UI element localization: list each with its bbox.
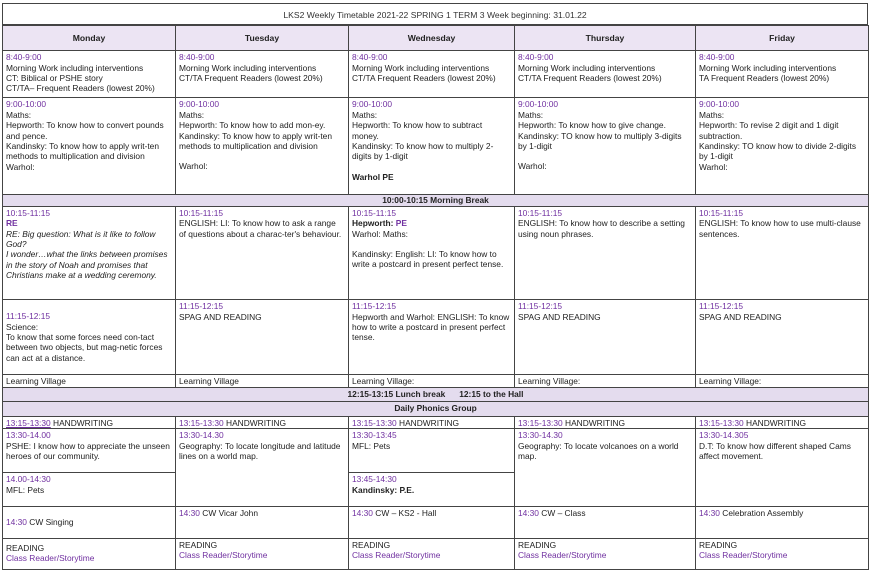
time-label: 8:40-9:00 bbox=[352, 52, 388, 63]
cell-fri-morning bbox=[696, 51, 869, 98]
cell-tue-maths bbox=[176, 98, 349, 194]
time-label: 13:30-14.30 bbox=[179, 430, 224, 441]
cell-text: Warhol: bbox=[6, 161, 35, 172]
cell-mon-mfl bbox=[3, 473, 176, 506]
cell-text: Morning Work including interventions bbox=[6, 62, 144, 73]
cell-subtext: Class Reader/Storytime bbox=[518, 550, 607, 561]
time-label: 13:30-13:45 bbox=[352, 430, 397, 441]
cell-mon-reading bbox=[3, 538, 176, 569]
cell-thu-cw bbox=[515, 506, 696, 538]
lunch-band: 12:15-13:15 Lunch break 12:15 to the Hall bbox=[3, 387, 869, 401]
day-header-wednesday: Wednesday bbox=[349, 26, 515, 51]
time-label: 9:00-10:00 bbox=[352, 99, 393, 110]
cell-text: CT: Biblical or PSHE story bbox=[6, 72, 103, 83]
time-label: 14:30 bbox=[179, 507, 200, 518]
cell-fri-1115 bbox=[696, 300, 869, 374]
time-label: 11:15-12:15 bbox=[518, 301, 563, 312]
cell-mon-cw bbox=[3, 506, 176, 538]
cell-text: READING bbox=[179, 539, 218, 550]
cell-wed-morning bbox=[349, 51, 515, 98]
time-label: 13:45-14:30 bbox=[352, 474, 397, 485]
cell-text: Hepworth: To know how to convert pounds and pence. bbox=[6, 120, 164, 141]
cell-mon-lv: Learning Village bbox=[3, 374, 176, 387]
cell-mon-morning bbox=[3, 51, 176, 98]
cell-text: Warhol: bbox=[179, 161, 208, 172]
cell-text: Warhol: bbox=[518, 161, 547, 172]
cell-text: CW – KS2 - Hall bbox=[375, 507, 437, 518]
cell-text: HANDWRITING bbox=[746, 417, 807, 428]
day-header-tuesday: Tuesday bbox=[176, 26, 349, 51]
time-label: 13:15-13:30 bbox=[699, 417, 744, 428]
timetable bbox=[2, 3, 868, 570]
cell-thu-reading bbox=[515, 538, 696, 569]
cell-wed-1015 bbox=[349, 206, 515, 299]
cell-text: SPAG AND READING bbox=[699, 311, 782, 322]
cell-fri-reading bbox=[696, 538, 869, 569]
time-label: 14:30 bbox=[699, 507, 720, 518]
cell-text: MFL: Pets bbox=[6, 484, 45, 495]
cell-text: Morning Work including interventions bbox=[699, 62, 837, 73]
cell-text: Science: bbox=[6, 321, 39, 332]
row-morning-work bbox=[3, 51, 869, 98]
cell-text: CW – Class bbox=[541, 507, 586, 518]
cell-text: Geography: To locate longitude and latitude lines on a world map. bbox=[179, 440, 341, 462]
row-collective-worship bbox=[3, 506, 869, 538]
cell-text: CT/TA Frequent Readers (lowest 20%) bbox=[179, 72, 323, 83]
day-header-friday: Friday bbox=[696, 26, 869, 51]
cell-text: HANDWRITING bbox=[53, 417, 114, 428]
row-1115 bbox=[3, 300, 869, 374]
time-label: 9:00-10:00 bbox=[179, 99, 220, 110]
cell-fri-1015 bbox=[696, 206, 869, 299]
cell-text: CW Vicar John bbox=[202, 507, 258, 518]
time-label: 10:15-11:15 bbox=[352, 207, 397, 218]
cell-text: Maths: bbox=[699, 109, 725, 120]
row-maths bbox=[3, 98, 869, 194]
time-label: 10:15-11:15 bbox=[699, 207, 744, 218]
cell-thu-1015 bbox=[515, 206, 696, 299]
cell-mon-handwriting bbox=[3, 416, 176, 428]
timetable-grid bbox=[2, 25, 869, 570]
row-morning-break bbox=[3, 194, 869, 206]
cell-text: SPAG AND READING bbox=[179, 311, 262, 322]
cell-wed-maths bbox=[349, 98, 515, 194]
cell-fri-dt bbox=[696, 429, 869, 506]
cell-text: Kandinsky: To know how to multiply 2-digits by 1-digit bbox=[352, 140, 494, 162]
page-title: LKS2 Weekly Timetable 2021-22 SPRING 1 TERM 3 Week beginning: 31.01.22 bbox=[2, 3, 868, 25]
cell-thu-geography bbox=[515, 429, 696, 506]
cell-text: Maths: bbox=[518, 109, 544, 120]
cell-wed-mfl bbox=[349, 429, 515, 473]
cell-text: HANDWRITING bbox=[565, 417, 626, 428]
cell-text: ENGLISH: To know how to describe a setting using noun phrases. bbox=[518, 218, 685, 239]
time-label: 14:30 bbox=[6, 517, 27, 528]
time-label: 14.00-14:30 bbox=[6, 474, 51, 485]
time-label: 8:40-9:00 bbox=[699, 52, 735, 63]
cell-tue-handwriting bbox=[176, 416, 349, 428]
cell-text: HANDWRITING bbox=[226, 417, 287, 428]
cell-tue-cw bbox=[176, 506, 349, 538]
time-label: 13:15-13:30 bbox=[179, 417, 224, 428]
row-reading bbox=[3, 538, 869, 569]
cell-text: CW Singing bbox=[29, 517, 74, 528]
row-handwriting bbox=[3, 416, 869, 428]
cell-text: READING bbox=[699, 539, 738, 550]
cell-wed-handwriting bbox=[349, 416, 515, 428]
cell-text: Warhol: Maths: bbox=[352, 228, 409, 239]
cell-text: Hepworth: To know how to add mon-ey. bbox=[179, 120, 326, 131]
cell-text: Maths: bbox=[179, 109, 205, 120]
cell-text: Morning Work including interventions bbox=[518, 62, 656, 73]
cell-mon-1115 bbox=[3, 300, 176, 374]
cell-wed-cw bbox=[349, 506, 515, 538]
time-label: 8:40-9:00 bbox=[179, 52, 215, 63]
cell-text: Kandinsky: TO know how to divide 2-digits by 1-digit bbox=[699, 140, 857, 162]
cell-text: ENGLISH: LI: To know how to ask a range of questions about a charac-ter's behaviour. bbox=[179, 218, 342, 239]
time-label: 14:30 bbox=[352, 507, 373, 518]
time-label: 8:40-9:00 bbox=[518, 52, 554, 63]
cell-text: Hepworth: To know how to subtract money. bbox=[352, 120, 483, 141]
row-1015 bbox=[3, 206, 869, 299]
cell-thu-1115 bbox=[515, 300, 696, 374]
cell-text: CT/TA Frequent Readers (lowest 20%) bbox=[518, 72, 662, 83]
time-label: 11:15-12:15 bbox=[179, 301, 224, 312]
cell-fri-handwriting bbox=[696, 416, 869, 428]
cell-subtext: Class Reader/Storytime bbox=[6, 553, 95, 564]
time-label: 13:30-14.30 bbox=[518, 430, 563, 441]
time-label: 9:00-10:00 bbox=[6, 99, 47, 110]
time-label: 11:15-12:15 bbox=[699, 301, 744, 312]
cell-text: Morning Work including interventions bbox=[352, 62, 490, 73]
row-lunch bbox=[3, 387, 869, 401]
cell-text: Hepworth: bbox=[352, 218, 394, 229]
time-label: 10:15-11:15 bbox=[6, 207, 51, 218]
cell-subtext: Class Reader/Storytime bbox=[699, 550, 788, 561]
time-label: 10:15-11:15 bbox=[518, 207, 563, 218]
cell-text: ENGLISH: To know how to use multi-clause sentences. bbox=[699, 218, 861, 239]
time-label: 11:15-12:15 bbox=[352, 301, 397, 312]
cell-text: Kandinsky: To know how to apply writ-ten methods to multiplication and division bbox=[6, 140, 159, 162]
cell-text: Morning Work including interventions bbox=[179, 62, 317, 73]
cell-text: HANDWRITING bbox=[399, 417, 460, 428]
row-learning-village bbox=[3, 374, 869, 387]
cell-text: Maths: bbox=[6, 109, 32, 120]
cell-subtext: Class Reader/Storytime bbox=[352, 550, 441, 561]
morning-break-band: 10:00-10:15 Morning Break bbox=[3, 194, 869, 206]
cell-text: Hepworth: To know how to give change. bbox=[518, 120, 666, 131]
time-label: 13:15-13:30 bbox=[352, 417, 397, 428]
cell-thu-handwriting bbox=[515, 416, 696, 428]
cell-wed-lv: Learning Village: bbox=[349, 374, 515, 387]
row-afternoon-a bbox=[3, 429, 869, 473]
cell-wed-1115 bbox=[349, 300, 515, 374]
cell-text: To know that some forces need con-tact between two objects, but mag-netic forces can act at a distance. bbox=[6, 332, 163, 363]
cell-tue-lv: Learning Village bbox=[176, 374, 349, 387]
cell-text: READING bbox=[352, 539, 391, 550]
time-label: 14:30 bbox=[518, 507, 539, 518]
time-label: 11:15-12:15 bbox=[6, 311, 51, 322]
cell-text: Kandinsky: To know how to apply writ-ten methods to multiplication and division bbox=[179, 130, 332, 151]
cell-text: Kandinsky: TO know how to multiply 3-digits by 1-digit bbox=[518, 130, 682, 151]
cell-text: Hepworth and Warhol: ENGLISH: To know how to write a postcard in present perfect tense. bbox=[352, 311, 510, 343]
time-label: 8:40-9:00 bbox=[6, 52, 42, 63]
cell-text: PSHE: I know how to appreciate the unseen heroes of our community. bbox=[6, 440, 170, 462]
cell-fri-maths bbox=[696, 98, 869, 194]
cell-text: CT/TA– Frequent Readers (lowest 20%) bbox=[6, 83, 155, 94]
cell-text: MFL: Pets bbox=[352, 440, 391, 451]
cell-text: Warhol PE bbox=[352, 171, 394, 182]
cell-thu-lv: Learning Village: bbox=[515, 374, 696, 387]
time-label: 10:15-11:15 bbox=[179, 207, 224, 218]
phonics-band: Daily Phonics Group bbox=[3, 401, 869, 416]
time-label: 13:15-13:30 bbox=[6, 417, 51, 428]
day-header-monday: Monday bbox=[3, 26, 176, 51]
time-label: 13:30-14.00 bbox=[6, 430, 51, 441]
cell-text: Kandinsky: English: LI: To know how to write a postcard in present perfect tense. bbox=[352, 249, 504, 270]
cell-fri-cw bbox=[696, 506, 869, 538]
cell-mon-maths bbox=[3, 98, 176, 194]
cell-tue-morning bbox=[176, 51, 349, 98]
cell-text: PE bbox=[395, 218, 407, 229]
cell-text: I wonder…what the links between promises in the story of Noah and promises that Christians make at a wedding ceremony. bbox=[6, 249, 168, 281]
time-label: 9:00-10:00 bbox=[518, 99, 559, 110]
time-label: 13:30-14.305 bbox=[699, 430, 749, 441]
row-phonics bbox=[3, 401, 869, 416]
cell-text: TA Frequent Readers (lowest 20%) bbox=[699, 72, 830, 83]
cell-text: CT/TA Frequent Readers (lowest 20%) bbox=[352, 72, 496, 83]
cell-text: Geography: To locate volcanoes on a world map. bbox=[518, 440, 679, 462]
time-label: 13:15-13:30 bbox=[518, 417, 563, 428]
cell-text: Warhol: bbox=[699, 161, 728, 172]
cell-subtext: Class Reader/Storytime bbox=[179, 550, 268, 561]
cell-text: SPAG AND READING bbox=[518, 311, 601, 322]
cell-text: Maths: bbox=[352, 109, 378, 120]
day-header-thursday: Thursday bbox=[515, 26, 696, 51]
cell-mon-pshe bbox=[3, 429, 176, 473]
cell-thu-maths bbox=[515, 98, 696, 194]
time-label: 9:00-10:00 bbox=[699, 99, 740, 110]
cell-text: D.T: To know how different shaped Cams affect movement. bbox=[699, 440, 851, 462]
cell-text: Kandinsky: P.E. bbox=[352, 484, 415, 495]
day-header-row bbox=[3, 26, 869, 51]
cell-tue-reading bbox=[176, 538, 349, 569]
cell-tue-geography bbox=[176, 429, 349, 506]
cell-wed-reading bbox=[349, 538, 515, 569]
cell-text: RE: Big question: What is it like to follow God? bbox=[6, 228, 156, 250]
cell-tue-1115 bbox=[176, 300, 349, 374]
cell-text: READING bbox=[518, 539, 557, 550]
cell-mon-1015 bbox=[3, 206, 176, 299]
cell-text: Hepworth: To revise 2 digit and 1 digit subtraction. bbox=[699, 120, 839, 141]
subject-label: RE bbox=[6, 218, 18, 229]
cell-text: Celebration Assembly bbox=[722, 507, 804, 518]
cell-wed-kandinsky-pe bbox=[349, 473, 515, 506]
cell-fri-lv: Learning Village: bbox=[696, 374, 869, 387]
cell-tue-1015 bbox=[176, 206, 349, 299]
cell-thu-morning bbox=[515, 51, 696, 98]
cell-text: READING bbox=[6, 542, 45, 553]
